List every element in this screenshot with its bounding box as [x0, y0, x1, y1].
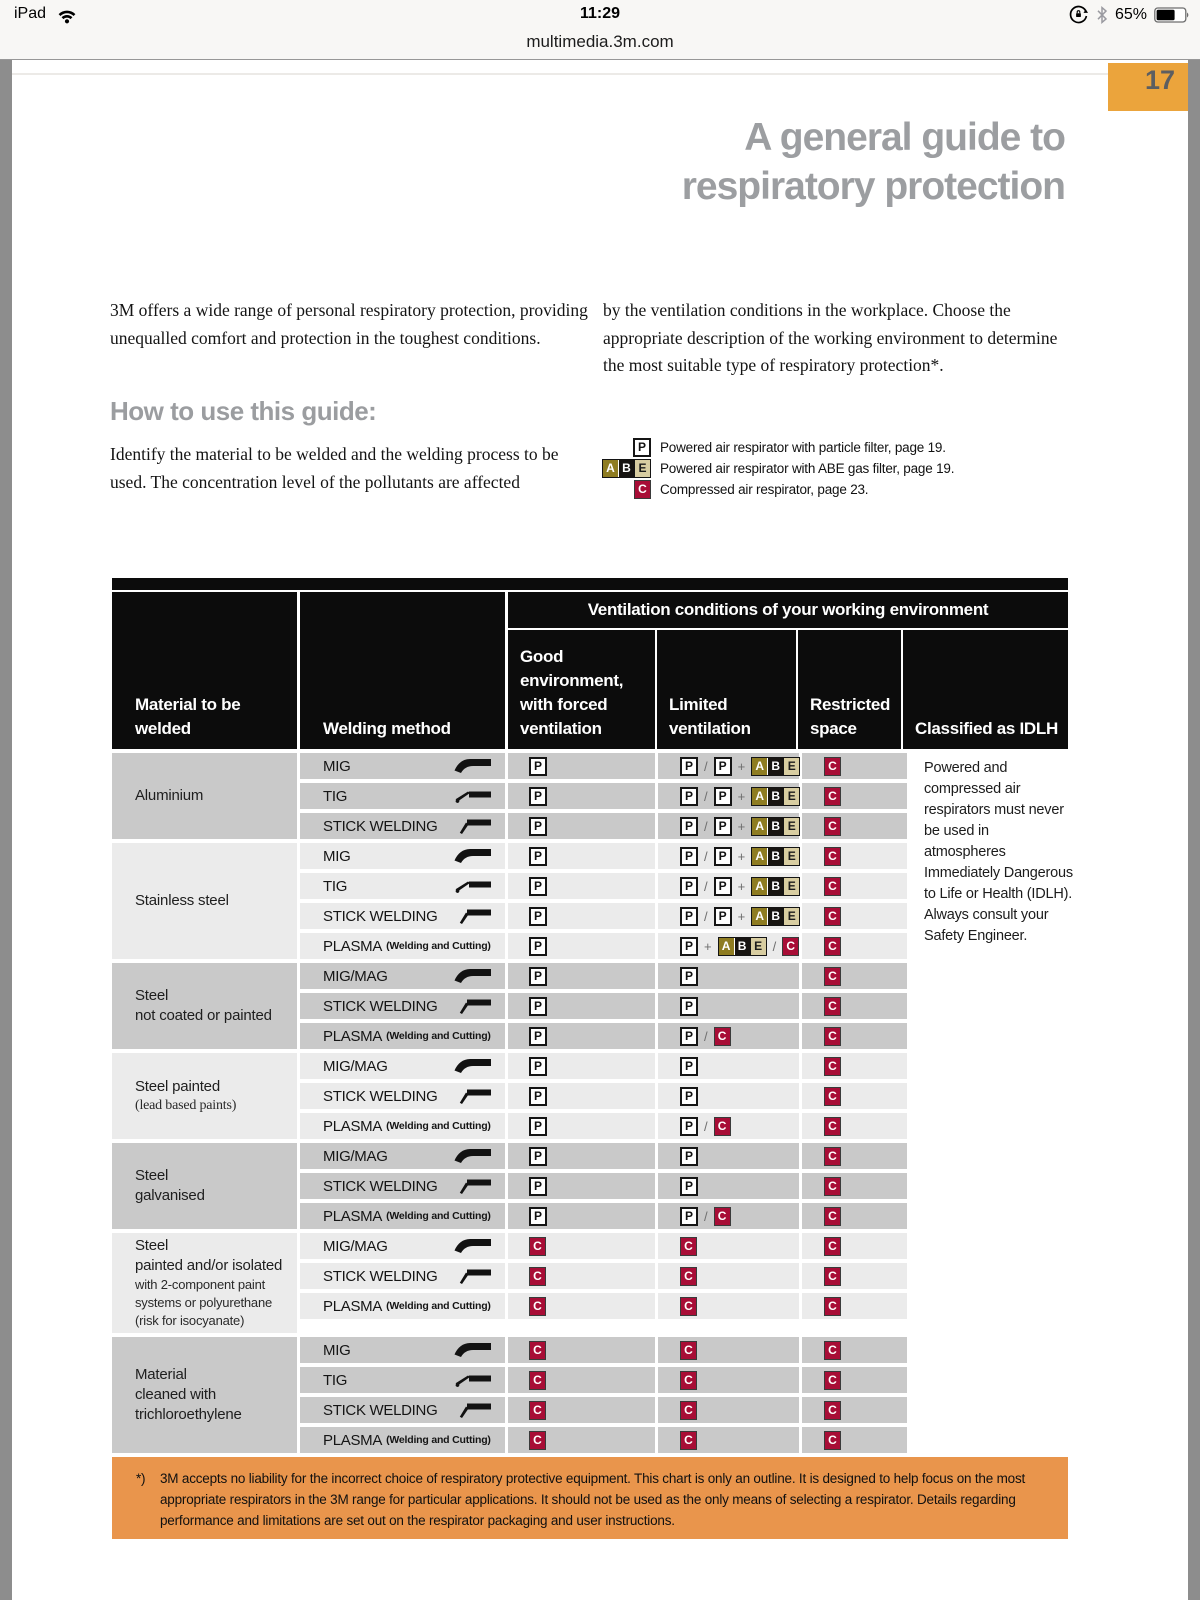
badge-p: P	[633, 438, 651, 457]
table-row	[300, 1233, 1068, 1259]
header-limited-ventilation: Limited ventilation	[655, 630, 796, 749]
badge-c: C	[529, 1267, 546, 1286]
status-bar	[0, 0, 1200, 30]
welding-method-cell: MIG/MAG	[300, 1053, 505, 1079]
restricted-cell	[802, 1427, 907, 1453]
limited-cell	[658, 1233, 799, 1259]
material-group	[112, 1337, 1068, 1453]
howto-heading: How to use this guide:	[110, 396, 377, 426]
badge-c: C	[824, 1117, 841, 1136]
good-cell	[508, 873, 655, 899]
badge-p: P	[680, 847, 698, 866]
mig-torch-icon	[453, 1342, 491, 1358]
badge-c: C	[824, 847, 841, 866]
table-row	[300, 1293, 1068, 1319]
badge-p: P	[529, 1087, 547, 1106]
badge-p: P	[714, 787, 732, 806]
stick-torch-icon	[453, 1088, 491, 1104]
good-cell	[508, 813, 655, 839]
badge-c: C	[714, 1207, 731, 1226]
mig-torch-icon	[453, 1148, 491, 1164]
restricted-cell	[802, 1397, 907, 1423]
material-cell: Steel not coated or painted	[112, 963, 297, 1049]
mig-torch-icon	[453, 848, 491, 864]
page-top-divider	[12, 73, 1188, 75]
badge-p: P	[714, 877, 732, 896]
restricted-cell	[802, 1053, 907, 1079]
limited-cell	[658, 1053, 799, 1079]
welding-table	[112, 578, 1073, 1457]
separator: /	[704, 1208, 708, 1224]
restricted-cell	[802, 963, 907, 989]
page-title-line1: A general guide to	[744, 116, 1065, 159]
restricted-cell	[802, 1203, 907, 1229]
device-label: iPad	[14, 5, 47, 22]
good-cell	[508, 1427, 655, 1453]
separator: +	[737, 788, 746, 804]
welding-method-cell: STICK WELDING	[300, 903, 505, 929]
badge-p: P	[680, 1207, 698, 1226]
limited-cell	[658, 1143, 799, 1169]
limited-cell	[658, 753, 799, 779]
welding-method-cell: MIG	[300, 843, 505, 869]
welding-method-cell: TIG	[300, 783, 505, 809]
badge-c: C	[824, 967, 841, 986]
badge-p: P	[680, 997, 698, 1016]
limited-cell	[658, 933, 799, 959]
footnote-marker: *)	[136, 1471, 146, 1486]
intro-paragraph-left2: Identify the material to be welded and the welding process to be used. The concentration level of the pollutants are affected	[110, 444, 559, 492]
restricted-cell	[802, 1023, 907, 1049]
limited-cell	[658, 993, 799, 1019]
pdf-viewer[interactable]	[0, 60, 1200, 1600]
welding-method-cell: PLASMA (Welding and Cutting)	[300, 1203, 505, 1229]
good-cell	[508, 1023, 655, 1049]
material-cell: Aluminium	[112, 753, 297, 839]
badge-p: P	[714, 757, 732, 776]
welding-method-cell: PLASMA (Welding and Cutting)	[300, 933, 505, 959]
badge-p: P	[529, 1117, 547, 1136]
restricted-cell	[802, 1113, 907, 1139]
legend-text: Powered air respirator with particle filter, page 19.	[660, 440, 946, 455]
header-idlh: Classified as IDLH	[901, 630, 1068, 749]
welding-method-cell: MIG	[300, 1337, 505, 1363]
good-cell	[508, 963, 655, 989]
badge-p: P	[529, 907, 547, 926]
restricted-cell	[802, 903, 907, 929]
table-row	[300, 1203, 1068, 1229]
limited-cell	[658, 1023, 799, 1049]
welding-method-cell: STICK WELDING	[300, 1263, 505, 1289]
intro-paragraph-right: by the ventilation conditions in the workplace. Choose the appropriate description of the working environment to determine the most suitable type of respiratory protection*.	[603, 300, 1058, 375]
welding-method-cell: MIG	[300, 753, 505, 779]
legend-text: Compressed air respirator, page 23.	[660, 482, 869, 497]
mig-torch-icon	[453, 968, 491, 984]
badge-c: C	[824, 1237, 841, 1256]
badge-c: C	[824, 877, 841, 896]
welding-method-cell: STICK WELDING	[300, 813, 505, 839]
tig-torch-icon	[453, 1372, 491, 1388]
badge-c: C	[529, 1341, 546, 1360]
battery-icon	[1154, 7, 1190, 23]
table-row	[300, 1263, 1068, 1289]
badge-p: P	[680, 1057, 698, 1076]
welding-method-cell: MIG/MAG	[300, 1143, 505, 1169]
table-row	[300, 1023, 1068, 1049]
restricted-cell	[802, 993, 907, 1019]
limited-cell	[658, 1367, 799, 1393]
good-cell	[508, 753, 655, 779]
viewer-left-gutter	[0, 60, 12, 1600]
material-cell: Steel painted and/or isolated with 2-component paint systems or polyurethane (risk for isocyanate)	[112, 1233, 297, 1333]
restricted-cell	[802, 1337, 907, 1363]
footnote-text: 3M accepts no liability for the incorrect choice of respiratory protective equipment. This chart is only an outline. It is designed to help focus on the most appropriate respirators in the 3M range for particular applications. It should not be used as the only means of selecting a respirator. Details regarding performance and limitations are set out on the respirator packaging and user instructions.	[160, 1471, 1026, 1528]
page-number-tab: 17	[1108, 63, 1188, 111]
stick-torch-icon	[453, 818, 491, 834]
separator: /	[704, 1118, 708, 1134]
restricted-cell	[802, 1367, 907, 1393]
badge-p: P	[529, 937, 547, 956]
good-cell	[508, 1233, 655, 1259]
welding-method-cell: PLASMA (Welding and Cutting)	[300, 1113, 505, 1139]
table-row	[300, 1173, 1068, 1199]
separator: +	[737, 758, 746, 774]
material-cell: Steel painted (lead based paints)	[112, 1053, 297, 1139]
welding-method-cell: MIG/MAG	[300, 963, 505, 989]
material-cell: Steel galvanised	[112, 1143, 297, 1229]
restricted-cell	[802, 933, 907, 959]
table-row	[300, 1427, 1068, 1453]
badge-p: P	[714, 907, 732, 926]
badge-c: C	[680, 1267, 697, 1286]
welding-method-cell: PLASMA (Welding and Cutting)	[300, 1427, 505, 1453]
tig-torch-icon	[453, 788, 491, 804]
separator: /	[704, 1028, 708, 1044]
good-cell	[508, 1083, 655, 1109]
url-text[interactable]: multimedia.3m.com	[526, 32, 674, 51]
battery-percent: 65%	[1114, 5, 1147, 23]
badge-c: C	[824, 1057, 841, 1076]
viewer-right-gutter	[1188, 60, 1200, 1600]
material-group	[112, 963, 1068, 1049]
limited-cell	[658, 1203, 799, 1229]
table-row	[300, 1367, 1068, 1393]
material-group	[112, 1053, 1068, 1139]
pdf-page	[12, 60, 1188, 1600]
badge-p: P	[680, 937, 698, 956]
badge-abe: A B E	[751, 877, 800, 896]
limited-cell	[658, 1337, 799, 1363]
material-group	[112, 1143, 1068, 1229]
separator: /	[704, 848, 708, 864]
badge-p: P	[680, 1177, 698, 1196]
header-good-environment: Good environment, with forced ventilation	[508, 630, 655, 749]
separator: +	[737, 878, 746, 894]
badge-c: C	[824, 1147, 841, 1166]
welding-method-cell: STICK WELDING	[300, 1397, 505, 1423]
table-row	[300, 1053, 1068, 1079]
welding-method-cell: MIG/MAG	[300, 1233, 505, 1259]
badge-p: P	[529, 817, 547, 836]
limited-cell	[658, 783, 799, 809]
welding-method-cell: STICK WELDING	[300, 1173, 505, 1199]
badge-c: C	[680, 1431, 697, 1450]
good-cell	[508, 903, 655, 929]
badge-c: C	[824, 1207, 841, 1226]
badge-p: P	[714, 817, 732, 836]
badge-abe: A B E	[751, 817, 800, 836]
good-cell	[508, 1143, 655, 1169]
badge-c: C	[824, 907, 841, 926]
mig-torch-icon	[453, 1058, 491, 1074]
browser-chrome	[0, 0, 1200, 60]
clock: 11:29	[579, 5, 621, 22]
tig-torch-icon	[453, 878, 491, 894]
good-cell	[508, 1203, 655, 1229]
badge-c: C	[824, 1371, 841, 1390]
mig-torch-icon	[453, 1238, 491, 1254]
stick-torch-icon	[453, 1268, 491, 1284]
welding-method-cell: STICK WELDING	[300, 993, 505, 1019]
badge-c: C	[824, 1267, 841, 1286]
stick-torch-icon	[453, 998, 491, 1014]
badge-c: C	[824, 787, 841, 806]
legend-row	[587, 479, 954, 500]
header-restricted-space: Restricted space	[796, 630, 901, 749]
legend-row	[587, 458, 954, 479]
badge-abe: A B E	[751, 847, 800, 866]
restricted-cell	[802, 783, 907, 809]
badge-p: P	[680, 907, 698, 926]
limited-cell	[658, 963, 799, 989]
restricted-cell	[802, 1173, 907, 1199]
table-row	[300, 1397, 1068, 1423]
badge-c: C	[824, 1341, 841, 1360]
restricted-cell	[802, 1263, 907, 1289]
badge-abe: A B E	[718, 937, 767, 956]
welding-method-cell: PLASMA (Welding and Cutting)	[300, 1293, 505, 1319]
badge-c: C	[824, 1401, 841, 1420]
limited-cell	[658, 1293, 799, 1319]
bluetooth-icon	[1096, 6, 1108, 24]
legend-row	[587, 437, 954, 458]
stick-torch-icon	[453, 1178, 491, 1194]
badge-c: C	[529, 1371, 546, 1390]
badge-p: P	[529, 1057, 547, 1076]
separator: +	[704, 938, 712, 954]
badge-c: C	[824, 997, 841, 1016]
badge-c: C	[634, 480, 651, 499]
header-material: Material to be welded	[112, 592, 297, 749]
welding-method-cell: TIG	[300, 873, 505, 899]
badge-abe: A B E	[602, 459, 651, 478]
badge-c: C	[824, 757, 841, 776]
separator: /	[704, 788, 708, 804]
restricted-cell	[802, 1083, 907, 1109]
good-cell	[508, 1397, 655, 1423]
table-top-bar	[112, 578, 1068, 590]
badge-c: C	[824, 1431, 841, 1450]
good-cell	[508, 1293, 655, 1319]
badge-c: C	[680, 1297, 697, 1316]
badge-p: P	[529, 877, 547, 896]
badge-c: C	[714, 1117, 731, 1136]
separator: /	[704, 908, 708, 924]
intro-paragraph-left: 3M offers a wide range of personal respiratory protection, providing unequalled comfort and protection in the toughest conditions.	[110, 300, 588, 348]
badge-c: C	[680, 1371, 697, 1390]
badge-p: P	[529, 1027, 547, 1046]
badge-p: P	[529, 1177, 547, 1196]
badge-c: C	[529, 1237, 546, 1256]
material-cell: Stainless steel	[112, 843, 297, 959]
good-cell	[508, 1113, 655, 1139]
badge-p: P	[680, 967, 698, 986]
table-row	[300, 1337, 1068, 1363]
badge-c: C	[680, 1401, 697, 1420]
limited-cell	[658, 903, 799, 929]
limited-cell	[658, 873, 799, 899]
mig-torch-icon	[453, 758, 491, 774]
restricted-cell	[802, 1143, 907, 1169]
badge-abe: A B E	[751, 787, 800, 806]
restricted-cell	[802, 1233, 907, 1259]
welding-method-cell: TIG	[300, 1367, 505, 1393]
badge-c: C	[782, 937, 799, 956]
badge-c: C	[824, 1177, 841, 1196]
badge-abe: A B E	[751, 757, 800, 776]
badge-p: P	[529, 1147, 547, 1166]
good-cell	[508, 1337, 655, 1363]
good-cell	[508, 1263, 655, 1289]
limited-cell	[658, 1173, 799, 1199]
badge-p: P	[680, 877, 698, 896]
separator: +	[737, 818, 746, 834]
limited-cell	[658, 1113, 799, 1139]
badge-c: C	[529, 1297, 546, 1316]
separator: +	[737, 848, 746, 864]
table-row	[300, 1143, 1068, 1169]
badge-p: P	[529, 1207, 547, 1226]
address-bar[interactable]	[0, 29, 1200, 58]
welding-method-cell: STICK WELDING	[300, 1083, 505, 1109]
badge-p: P	[680, 817, 698, 836]
good-cell	[508, 1053, 655, 1079]
badge-p: P	[529, 847, 547, 866]
table-header	[112, 592, 1068, 749]
badge-p: P	[680, 757, 698, 776]
page-title	[445, 113, 1065, 211]
legend	[587, 437, 954, 500]
limited-cell	[658, 1083, 799, 1109]
limited-cell	[658, 813, 799, 839]
disclaimer-box	[112, 1457, 1068, 1539]
stick-torch-icon	[453, 908, 491, 924]
badge-p: P	[714, 847, 732, 866]
badge-c: C	[824, 817, 841, 836]
restricted-cell	[802, 813, 907, 839]
restricted-cell	[802, 1293, 907, 1319]
separator: /	[704, 818, 708, 834]
table-row	[300, 993, 1068, 1019]
limited-cell	[658, 1263, 799, 1289]
badge-p: P	[529, 967, 547, 986]
badge-c: C	[714, 1027, 731, 1046]
table-row	[300, 963, 1068, 989]
badge-p: P	[680, 787, 698, 806]
stick-torch-icon	[453, 1402, 491, 1418]
good-cell	[508, 993, 655, 1019]
badge-c: C	[824, 1027, 841, 1046]
badge-c: C	[680, 1341, 697, 1360]
badge-p: P	[529, 757, 547, 776]
badge-abe: A B E	[751, 907, 800, 926]
good-cell	[508, 843, 655, 869]
badge-p: P	[680, 1087, 698, 1106]
good-cell	[508, 933, 655, 959]
header-method: Welding method	[300, 592, 505, 749]
material-cell: Material cleaned with trichloroethylene	[112, 1337, 297, 1453]
page-title-line2: respiratory protection	[681, 165, 1065, 208]
restricted-cell	[802, 753, 907, 779]
badge-c: C	[680, 1237, 697, 1256]
header-ventilation-group	[508, 592, 1068, 749]
good-cell	[508, 1367, 655, 1393]
badge-c: C	[529, 1401, 546, 1420]
table-row	[300, 1113, 1068, 1139]
badge-p: P	[680, 1117, 698, 1136]
restricted-cell	[802, 873, 907, 899]
good-cell	[508, 1173, 655, 1199]
status-right-icons	[1068, 4, 1190, 25]
legend-text: Powered air respirator with ABE gas filter, page 19.	[660, 461, 955, 476]
limited-cell	[658, 1427, 799, 1453]
welding-method-cell: PLASMA (Welding and Cutting)	[300, 1023, 505, 1049]
header-ventilation-span: Ventilation conditions of your working environment	[508, 592, 1068, 630]
limited-cell	[658, 1397, 799, 1423]
badge-c: C	[824, 937, 841, 956]
badge-p: P	[680, 1147, 698, 1166]
restricted-cell	[802, 843, 907, 869]
badge-c: C	[824, 1087, 841, 1106]
badge-c: C	[824, 1297, 841, 1316]
material-group	[112, 1233, 1068, 1333]
separator: /	[704, 758, 708, 774]
separator: /	[772, 938, 777, 954]
rotation-lock-icon	[1068, 4, 1089, 25]
separator: +	[737, 908, 746, 924]
badge-p: P	[529, 997, 547, 1016]
badge-p: P	[680, 1027, 698, 1046]
table-row	[300, 1083, 1068, 1109]
separator: /	[704, 878, 708, 894]
badge-c: C	[529, 1431, 546, 1450]
limited-cell	[658, 843, 799, 869]
good-cell	[508, 783, 655, 809]
idlh-note: Powered and compressed air respirators must never be used in atmospheres Immediately Dangerous to Life or Health (IDLH). Always consult your Safety Engineer.	[924, 760, 1073, 944]
badge-p: P	[529, 787, 547, 806]
